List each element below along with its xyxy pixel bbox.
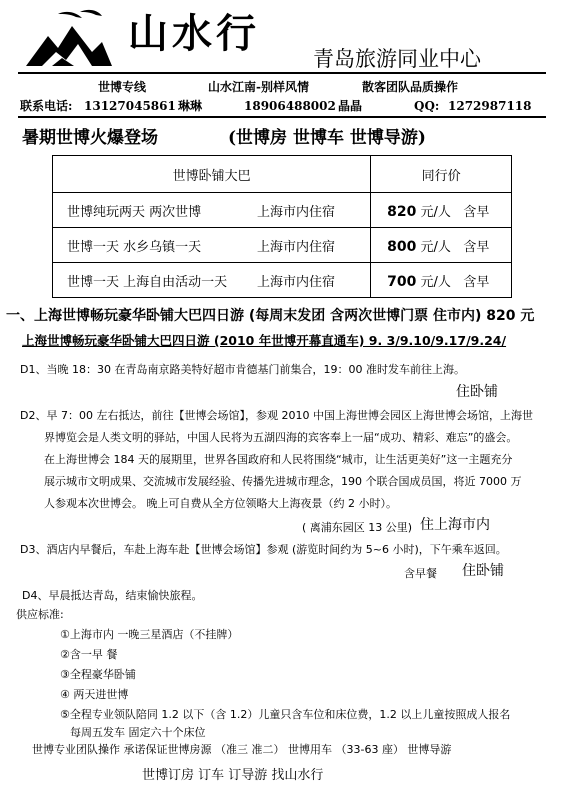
contact-name-2: 晶晶: [338, 99, 363, 113]
day2-line-2: 界博览会是人类文明的驿站，中国人民将为五湖四海的宾客奉上一届“成功、精彩、难忘”的盛会。: [44, 431, 518, 444]
supply-item-6: 每周五发车 固定六十个床位: [70, 726, 206, 739]
contact-name-1: 琳琳: [178, 99, 203, 113]
price-value: 820: [387, 203, 417, 220]
table-row: [53, 228, 512, 263]
tagline-2: 山水江南-别样风情: [208, 80, 309, 94]
day3-text: D3、酒店内早餐后，车赴上海车赴【世博会场馆】参观 (游览时间约为 5~6 小时)，下午乘车返回。: [20, 543, 507, 556]
meal-included: 含早: [463, 274, 490, 290]
price-unit: 元/人: [420, 204, 451, 220]
route-stay: 上海市内住宿: [257, 204, 336, 220]
price-value: 800: [387, 238, 417, 255]
day2-stay-note: ( 离浦东园区 13 公里): [302, 521, 413, 534]
section-heading: 一、上海世博畅玩豪华卧铺大巴四日游 (每周末发团 含两次世博门票 住市内) 820 元: [6, 308, 535, 324]
header-divider-top: [18, 72, 546, 74]
day3-meal: 含早餐: [404, 567, 437, 580]
supply-item-3: ③全程豪华卧铺: [60, 668, 136, 681]
route-name: 世博一天 上海自由活动一天: [67, 274, 228, 290]
supply-item-5: ⑤全程专业领队陪同 1.2 以下（含 1.2）儿童只含车位和床位费，1.2 以上儿童按照成人报名: [60, 708, 511, 721]
price-unit: 元/人: [420, 239, 451, 255]
supply-item-4: ④ 两天进世博: [60, 688, 129, 701]
tagline-3: 散客团队品质操作: [362, 80, 459, 94]
header-route: 世博卧铺大巴: [53, 156, 371, 193]
promo-services: (世博房 世博车 世博导游): [228, 128, 426, 148]
supply-item-2: ②含一早 餐: [60, 648, 118, 661]
price-table: [52, 155, 512, 298]
meal-included: 含早: [463, 239, 490, 255]
tagline-1: 世博专线: [98, 80, 147, 94]
day3-stay: 住卧铺: [462, 563, 504, 579]
table-row: [53, 263, 512, 298]
itinerary-title: 上海世博畅玩豪华卧铺大巴四日游 (2010 年世博开幕直通车) 9. 3/9.10/9.17/9.24/: [22, 333, 507, 348]
route-name: 世博一天 水乡乌镇一天: [67, 239, 202, 255]
agency-name: 青岛旅游同业中心: [313, 47, 481, 71]
day4-text: D4、早晨抵达青岛，结束愉快旅程。: [22, 589, 203, 602]
contact-label: 联系电话:: [20, 99, 73, 113]
supply-item-1: ①上海市内 一晚三星酒店（不挂牌）: [60, 628, 239, 641]
header-divider-bottom: [18, 116, 546, 118]
promo-headline: 暑期世博火爆登场: [22, 128, 158, 148]
contact-phone-1: 13127045861: [84, 99, 176, 113]
price-table-header: [53, 156, 512, 193]
qq-label: QQ:: [414, 99, 440, 113]
footer-slogan: 世博订房 订车 订导游 找山水行: [142, 768, 324, 783]
table-row: [53, 193, 512, 228]
meal-included: 含早: [463, 204, 490, 220]
brand-logo-text: 山水行: [128, 10, 260, 57]
day2-stay: 住上海市内: [420, 517, 490, 533]
route-stay: 上海市内住宿: [257, 239, 336, 255]
route-stay: 上海市内住宿: [257, 274, 336, 290]
mountain-logo-icon: [22, 8, 114, 72]
day2-line-1: D2、早 7：00 左右抵达，前往【世博会场馆】，参观 2010 中国上海世博会园区上海世博会场馆，上海世: [20, 409, 533, 422]
route-name: 世博纯玩两天 两次世博: [67, 204, 202, 220]
day2-line-3: 在上海世博会 184 天的展期里，世界各国政府和人民将围绕“城市，让生活更美好”这一主题充分: [44, 453, 513, 466]
contact-phone-2: 18906488002: [244, 99, 336, 113]
day1-stay: 住卧铺: [456, 384, 498, 400]
price-value: 700: [387, 273, 417, 290]
day2-line-4: 展示城市文明成果、交流城市发展经验、传播先进城市理念，190 个联合国成员国，将近 7000 万: [44, 475, 522, 488]
qq-number: 1272987118: [448, 99, 532, 113]
day2-line-5: 人参观本次世博会。 晚上可自费从全方位领略大上海夜景（约 2 小时）。: [44, 497, 397, 510]
header-price: 同行价: [371, 156, 512, 193]
day1-text: D1、当晚 18：30 在青岛南京路美特好超市肯德基门前集合，19：00 准时发车前往上海。: [20, 363, 465, 376]
price-unit: 元/人: [420, 274, 451, 290]
supply-label: 供应标准:: [16, 608, 64, 621]
footer-services: 世博专业团队操作 承诺保证世博房源 （准三 准二） 世博用车 （33-63 座） 世博导游: [32, 743, 452, 756]
